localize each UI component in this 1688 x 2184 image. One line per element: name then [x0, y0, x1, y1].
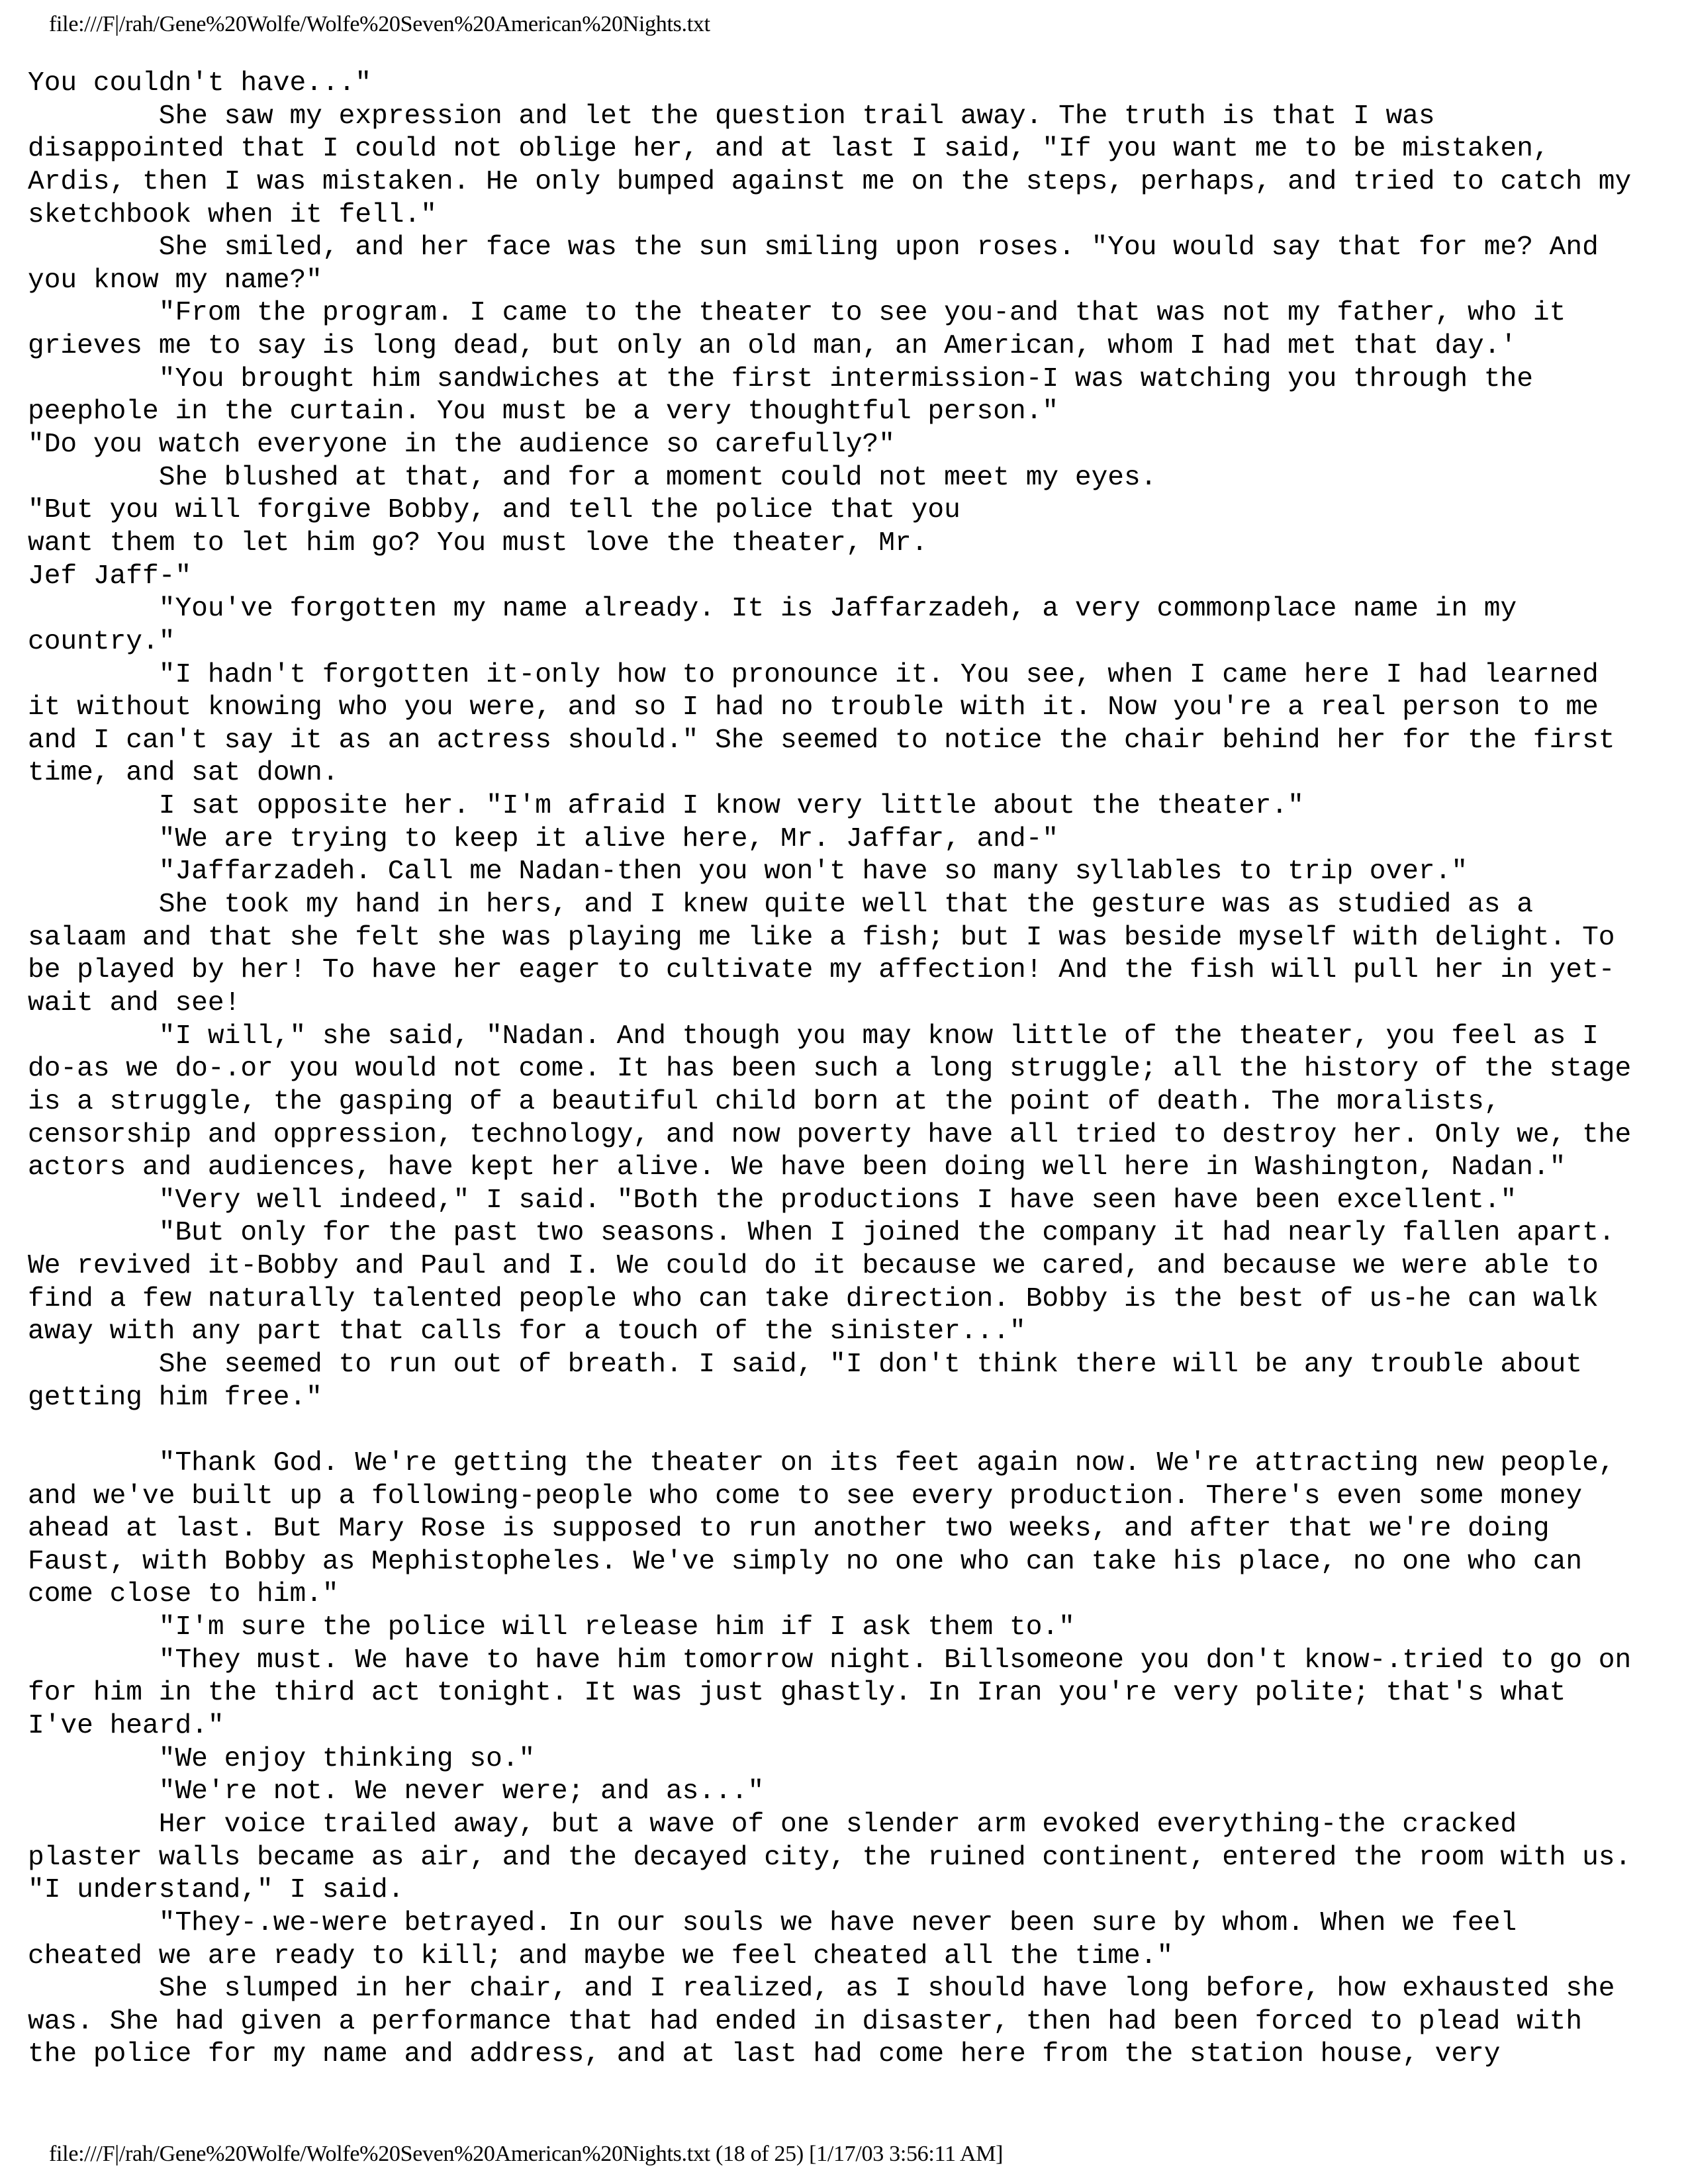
- text-line: sketchbook when it fell.": [28, 199, 437, 230]
- text-line: She blushed at that, and for a moment could not meet my eyes.: [28, 462, 1157, 493]
- text-line: She smiled, and her face was the sun smiling upon roses. "You would say that for me? And: [28, 232, 1599, 263]
- text-line: away with any part that calls for a touch of the sinister...": [28, 1316, 1026, 1347]
- text-line: plaster walls became as air, and the decayed city, the ruined continent, entered the room with us.: [28, 1842, 1632, 1873]
- text-line: wait and see!: [28, 987, 241, 1019]
- text-line: peephole in the curtain. You must be a very thoughtful person.": [28, 396, 1059, 428]
- text-line: and I can't say it as an actress should." She seemed to notice the chair behind her for the first: [28, 725, 1615, 756]
- text-line: "You've forgotten my name already. It is Jaffarzadeh, a very commonplace name in my: [28, 594, 1517, 625]
- text-line: for him in the third act tonight. It was just ghastly. In Iran you're very polite; that's what: [28, 1678, 1566, 1709]
- text-line: censorship and oppression, technology, and now poverty have all tried to destroy her. Only we, the: [28, 1119, 1632, 1150]
- text-line: "Very well indeed," I said. "Both the productions I have seen have been excellent.": [28, 1185, 1517, 1216]
- text-line: "They must. We have to have him tomorrow night. Billsomeone you don't know-.tried to go on: [28, 1645, 1632, 1676]
- text-line: Faust, with Bobby as Mephistopheles. We've simply no one who can take his place, no one who can: [28, 1546, 1583, 1577]
- text-line: Ardis, then I was mistaken. He only bumped against me on the steps, perhaps, and tried to catch my: [28, 166, 1632, 197]
- text-line: "I understand," I said.: [28, 1875, 404, 1906]
- text-line: She slumped in her chair, and I realized, as I should have long before, how exhausted she: [28, 1974, 1615, 2005]
- text-line: "I will," she said, "Nadan. And though you may know little of the theater, you feel as I: [28, 1021, 1599, 1052]
- text-line: "From the program. I came to the theater to see you-and that was not my father, who it: [28, 298, 1566, 329]
- text-line: "They-.we-were betrayed. In our souls we have never been sure by whom. When we feel: [28, 1907, 1517, 1938]
- text-line: do-as we do-.or you would not come. It has been such a long struggle; all the history of the stage: [28, 1054, 1632, 1085]
- text-line: want them to let him go? You must love the theater, Mr.: [28, 527, 928, 559]
- text-line: grieves me to say is long dead, but only an old man, an American, whom I had met that day.': [28, 331, 1517, 362]
- text-line: She saw my expression and let the question trail away. The truth is that I was: [28, 101, 1435, 132]
- text-line: country.": [28, 626, 175, 657]
- text-line: actors and audiences, have kept her alive. We have been doing well here in Washington, Nadan.": [28, 1152, 1566, 1183]
- page-footer-info: file:///F|/rah/Gene%20Wolfe/Wolfe%20Seven%20American%20Nights.txt (18 of 25) [1/17/03 3:56:11 AM]: [49, 2142, 1004, 2166]
- text-line: ahead at last. But Mary Rose is supposed to run another two weeks, and after that we're doing: [28, 1514, 1550, 1545]
- text-line: "Do you watch everyone in the audience so carefully?": [28, 430, 895, 461]
- text-line: Jef Jaff-": [28, 561, 192, 592]
- text-line: She seemed to run out of breath. I said, "I don't think there will be any trouble about: [28, 1349, 1583, 1380]
- text-line: cheated we are ready to kill; and maybe we feel cheated all the time.": [28, 1940, 1174, 1972]
- text-line: "You brought him sandwiches at the first intermission-I was watching you through the: [28, 363, 1533, 394]
- text-line: you know my name?": [28, 265, 322, 296]
- text-line: I sat opposite her. "I'm afraid I know very little about the theater.": [28, 791, 1304, 822]
- text-line: find a few naturally talented people who can take direction. Bobby is the best of us-he can walk: [28, 1283, 1599, 1314]
- text-line: getting him free.": [28, 1382, 322, 1413]
- text-line: time, and sat down.: [28, 758, 339, 789]
- text-line: and we've built up a following-people who come to see every production. There's even some money: [28, 1480, 1583, 1512]
- text-line: "Jaffarzadeh. Call me Nadan-then you won't have so many syllables to trip over.": [28, 856, 1468, 887]
- text-line: the police for my name and address, and at last had come here from the station house, very: [28, 2039, 1501, 2070]
- text-line: is a struggle, the gasping of a beautiful child born at the point of death. The moralists,: [28, 1086, 1501, 1117]
- text-line: it without knowing who you were, and so I had no trouble with it. Now you're a real person to me: [28, 692, 1599, 723]
- text-line: Her voice trailed away, but a wave of one slender arm evoked everything-the cracked: [28, 1809, 1517, 1840]
- text-line: "But you will forgive Bobby, and tell the police that you: [28, 495, 961, 526]
- text-line: "Thank God. We're getting the theater on its feet again now. We're attracting new people,: [28, 1447, 1615, 1479]
- text-line: salaam and that she felt she was playing me like a fish; but I was beside myself with delight. To: [28, 922, 1615, 953]
- text-line: "We are trying to keep it alive here, Mr. Jaffar, and-": [28, 823, 1059, 854]
- text-line: She took my hand in hers, and I knew quite well that the gesture was as studied as a: [28, 889, 1533, 921]
- text-line: I've heard.": [28, 1711, 224, 1742]
- document-body-text: [28, 68, 1663, 2071]
- text-line: be played by her! To have her eager to cultivate my affection! And the fish will pull her in yet-: [28, 955, 1615, 986]
- text-line: "We're not. We never were; and as...": [28, 1776, 765, 1807]
- text-line: "I hadn't forgotten it-only how to pronounce it. You see, when I came here I had learned: [28, 659, 1599, 690]
- text-line: come close to him.": [28, 1579, 339, 1610]
- page-header-url: file:///F|/rah/Gene%20Wolfe/Wolfe%20Seven%20American%20Nights.txt: [49, 12, 710, 36]
- text-line: We revived it-Bobby and Paul and I. We could do it because we cared, and because we were able to: [28, 1251, 1599, 1282]
- text-line: was. She had given a performance that had ended in disaster, then had been forced to plead with: [28, 2006, 1583, 2037]
- text-line: [28, 1414, 1663, 1447]
- text-line: disappointed that I could not oblige her, and at last I said, "If you want me to be mistaken,: [28, 134, 1550, 165]
- text-line: "I'm sure the police will release him if I ask them to.": [28, 1612, 1075, 1643]
- text-line: "But only for the past two seasons. When I joined the company it had nearly fallen apart.: [28, 1218, 1615, 1249]
- text-line: "We enjoy thinking so.": [28, 1743, 536, 1774]
- text-line: You couldn't have...": [28, 68, 372, 99]
